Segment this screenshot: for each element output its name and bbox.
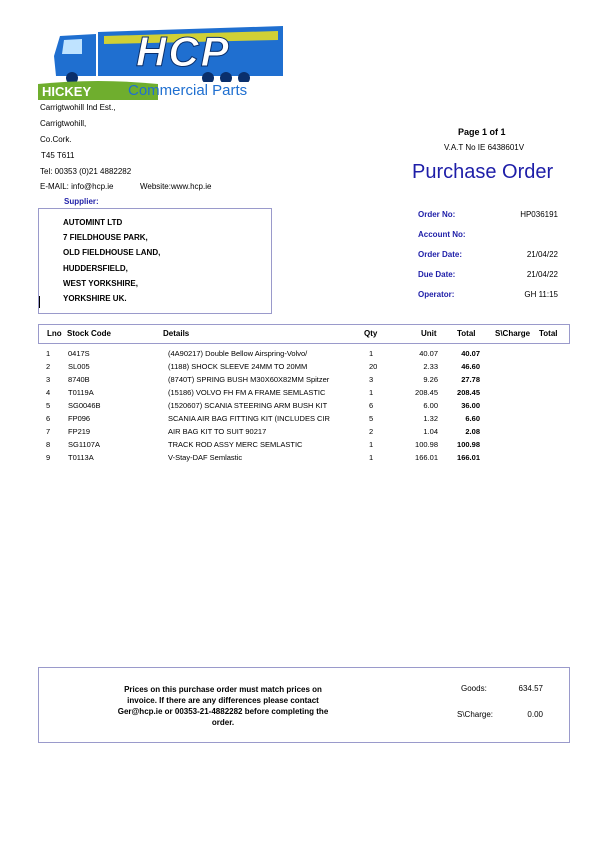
price-notice <box>89 684 357 728</box>
address-line: Co.Cork. <box>40 135 72 144</box>
row-lno: 2 <box>46 362 51 371</box>
logo-banner-name: HICKEY <box>42 84 92 99</box>
col-lno: Lno <box>47 329 62 338</box>
row-total: 208.45 <box>457 388 480 397</box>
company-website: Website:www.hcp.ie <box>140 182 212 191</box>
row-unit: 1.32 <box>423 414 438 423</box>
text-cursor <box>39 296 40 308</box>
supplier-line: YORKSHIRE UK. <box>63 294 127 304</box>
goods-label: Goods: <box>461 684 487 693</box>
company-email: E-MAIL: info@hcp.ie <box>40 182 114 191</box>
col-stock-code: Stock Code <box>67 329 112 338</box>
row-qty: 3 <box>369 375 374 384</box>
vat-number: V.A.T No IE 6438601V <box>444 143 525 152</box>
notice-line: Prices on this purchase order must match prices on <box>124 685 322 694</box>
row-total: 166.01 <box>457 453 480 462</box>
row-unit: 2.33 <box>423 362 438 371</box>
table-row <box>0 388 595 401</box>
due-date-value: 21/04/22 <box>526 270 558 279</box>
table-row <box>0 414 595 427</box>
row-qty: 1 <box>369 349 374 358</box>
row-total: 6.60 <box>465 414 480 423</box>
row-total: 27.78 <box>461 375 480 384</box>
order-no-label: Order No: <box>418 210 456 219</box>
footer-box <box>38 667 570 743</box>
row-qty: 20 <box>369 362 378 371</box>
row-qty: 1 <box>369 453 374 462</box>
operator-label: Operator: <box>418 290 455 299</box>
row-qty: 5 <box>369 414 374 423</box>
col-details: Details <box>163 329 190 338</box>
col-unit: Unit <box>421 329 437 338</box>
logo-text: HCP <box>136 28 231 75</box>
order-date-label: Order Date: <box>418 250 463 259</box>
supplier-line: WEST YORKSHIRE, <box>63 278 138 288</box>
row-code: T0119A <box>68 388 94 397</box>
goods-value: 634.57 <box>518 684 543 693</box>
row-unit: 40.07 <box>419 349 438 358</box>
row-qty: 2 <box>369 427 374 436</box>
logo-banner-sub: Commercial Parts <box>128 82 248 99</box>
address-line: T45 T611 <box>41 151 75 160</box>
supplier-box <box>38 208 272 314</box>
scharge-label: S\Charge: <box>457 710 494 719</box>
address-line: Tel: 00353 (0)21 4882282 <box>40 167 132 176</box>
col-qty: Qty <box>364 329 378 338</box>
notice-line: invoice. If there are any differences please contact <box>127 696 319 705</box>
order-date-value: 21/04/22 <box>526 250 558 259</box>
page-title: Purchase Order <box>412 161 554 183</box>
supplier-line: AUTOMINT LTD <box>63 218 123 227</box>
table-row <box>0 453 595 466</box>
table-row <box>0 427 595 440</box>
row-details: (15186) VOLVO FH FM A FRAME SEMLASTIC <box>168 388 326 397</box>
table-row <box>0 401 595 414</box>
row-code: 8740B <box>68 375 90 384</box>
row-details: (1520607) SCANIA STEERING ARM BUSH KIT <box>168 401 328 410</box>
row-details: (4A90217) Double Bellow Airspring-Volvo/ <box>168 349 308 358</box>
row-total: 2.08 <box>465 427 480 436</box>
row-unit: 1.04 <box>423 427 438 436</box>
row-total: 100.98 <box>457 440 480 449</box>
row-lno: 4 <box>46 388 51 397</box>
row-details: (1188) SHOCK SLEEVE 24MM TO 20MM <box>168 362 308 371</box>
company-logo <box>38 26 288 100</box>
row-qty: 6 <box>369 401 374 410</box>
table-row <box>0 440 595 453</box>
row-unit: 100.98 <box>415 440 438 449</box>
row-lno: 8 <box>46 440 51 449</box>
row-code: T0113A <box>68 453 94 462</box>
row-code: SL005 <box>68 362 90 371</box>
row-code: FP219 <box>68 427 91 436</box>
row-details: (8740T) SPRING BUSH M30X60X82MM Spitzer <box>168 375 330 384</box>
row-details: V-Stay-DAF Semlastic <box>168 453 243 462</box>
row-lno: 1 <box>46 349 51 358</box>
page-number: Page 1 of 1 <box>458 127 506 137</box>
row-code: FP096 <box>68 414 91 423</box>
supplier-line: HUDDERSFIELD, <box>63 263 128 273</box>
address-line: Carrigtwohill Ind Est., <box>40 103 116 112</box>
row-unit: 9.26 <box>423 375 438 384</box>
row-code: SG0046B <box>68 401 101 410</box>
table-row <box>0 349 595 362</box>
row-lno: 6 <box>46 414 51 423</box>
row-total: 40.07 <box>461 349 480 358</box>
notice-line: Ger@hcp.ie or 00353-21-4882282 before completing the <box>117 707 329 716</box>
scharge-value: 0.00 <box>527 710 543 719</box>
col-total: Total <box>457 329 476 338</box>
row-details: AIR BAG KIT TO SUIT 90217 <box>168 427 267 436</box>
row-lno: 3 <box>46 375 51 384</box>
order-no-value: HP036191 <box>520 210 558 219</box>
row-total: 46.60 <box>461 362 480 371</box>
due-date-label: Due Date: <box>418 270 456 279</box>
table-row <box>0 375 595 388</box>
notice-line: order. <box>211 718 235 727</box>
row-total: 36.00 <box>461 401 480 410</box>
row-lno: 9 <box>46 453 51 462</box>
row-lno: 5 <box>46 401 51 410</box>
row-details: SCANIA AIR BAG FITTING KIT (INCLUDES CIR <box>168 414 330 423</box>
row-details: TRACK ROD ASSY MERC SEMLASTIC <box>168 440 303 449</box>
account-no-label: Account No: <box>418 230 466 239</box>
row-unit: 166.01 <box>415 453 438 462</box>
address-line: Carrigtwohill, <box>40 119 87 128</box>
supplier-label: Supplier: <box>64 197 99 206</box>
col-scharge: S\Charge <box>495 329 531 338</box>
row-unit: 208.45 <box>415 388 438 397</box>
table-header <box>38 324 570 344</box>
row-unit: 6.00 <box>423 401 438 410</box>
table-row <box>0 362 595 375</box>
row-code: 0417S <box>68 349 90 358</box>
operator-value: GH 11:15 <box>524 290 558 299</box>
company-address <box>40 100 131 180</box>
supplier-line: 7 FIELDHOUSE PARK, <box>63 233 148 243</box>
col-total2: Total <box>539 329 558 338</box>
row-lno: 7 <box>46 427 51 436</box>
supplier-line: OLD FIELDHOUSE LAND, <box>63 248 161 258</box>
row-qty: 1 <box>369 440 374 449</box>
row-code: SG1107A <box>68 440 100 449</box>
row-qty: 1 <box>369 388 374 397</box>
